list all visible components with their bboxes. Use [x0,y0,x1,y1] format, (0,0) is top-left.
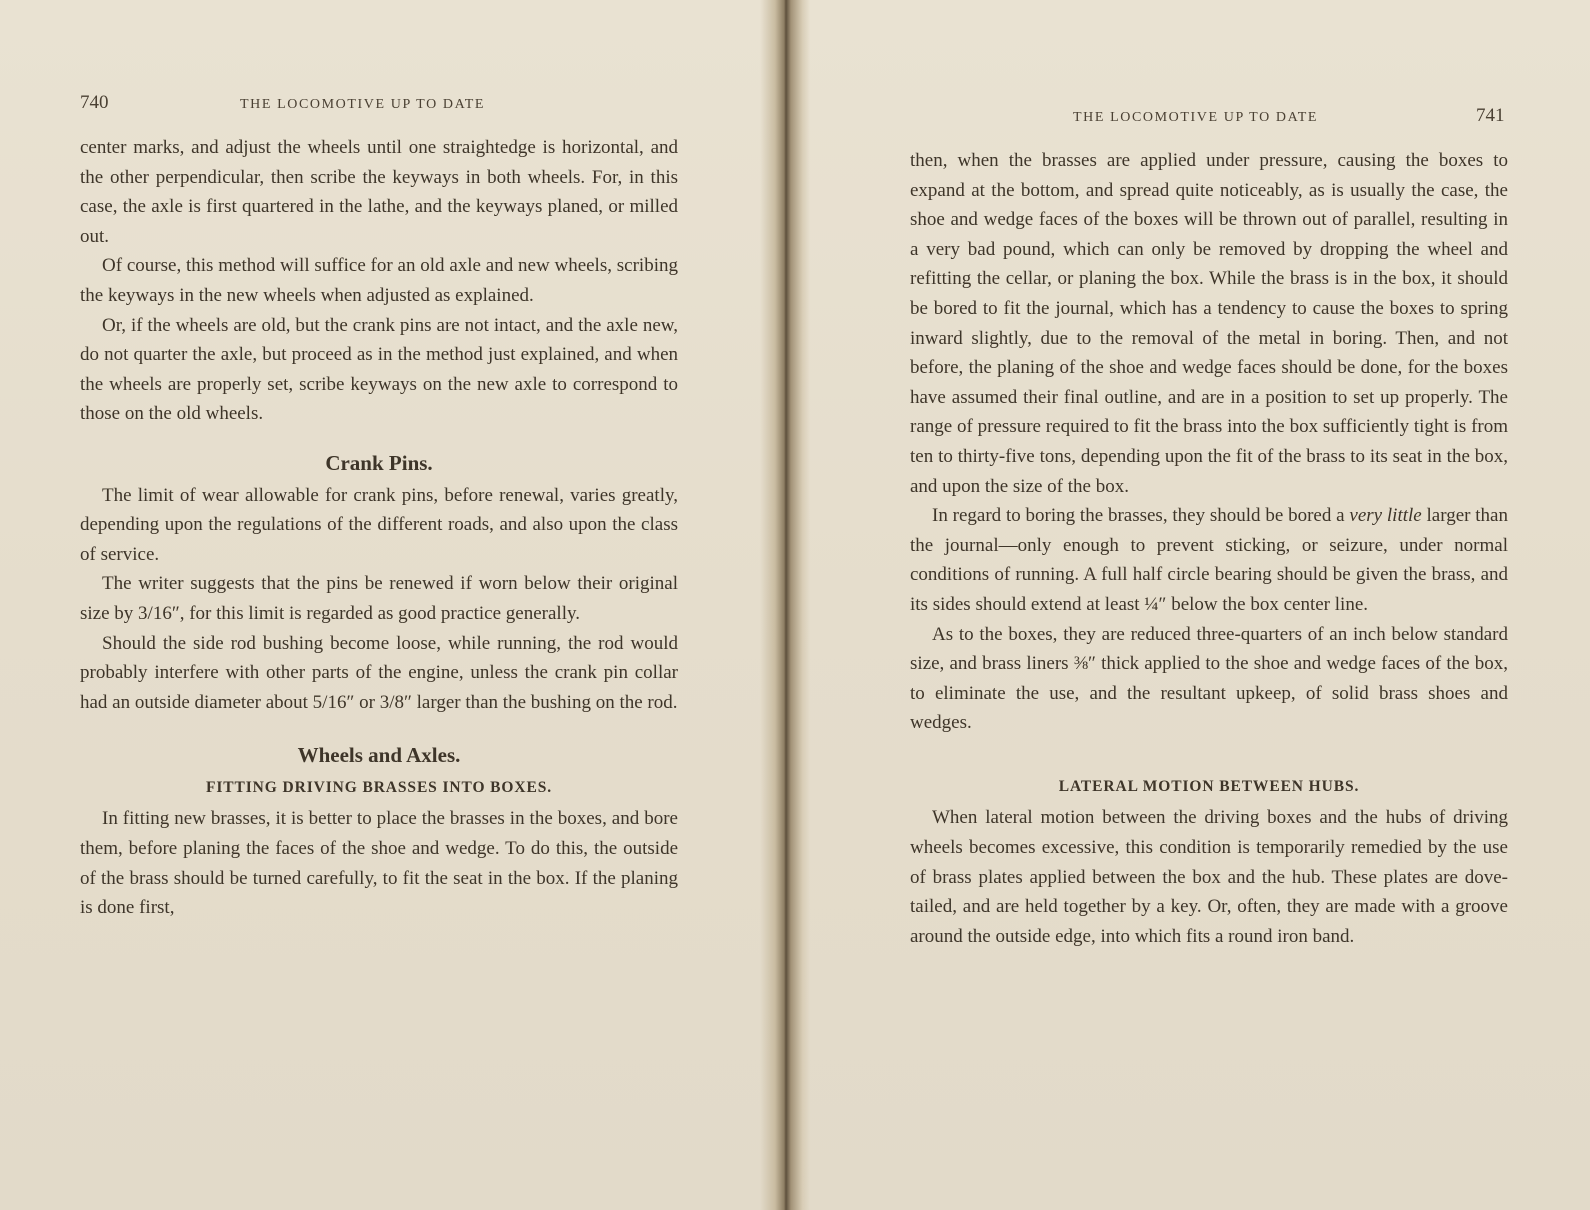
crank-pins-heading: Crank Pins. [325,450,433,475]
crank-pins-paragraph-3: Should the side rod bushing become loose, while running, the rod would probably interfere with other parts of the engine, unless the crank pin collar had an outside diameter about 5/16″ or 3/8″ larger than the bushing on the rod. [80,632,678,713]
right-paragraph-2-italic: very little [1349,505,1422,527]
right-paragraph-2-start: In regard to boring the brasses, they should be bored a [932,505,1350,527]
left-paragraph-1: center marks, and adjust the wheels until one straightedge is horizontal, and the other perpendicular, then scribe the keyways in both wheels. For, in this case, the axle is first quartered in the lathe, and the keyways planed, or milled out. [80,137,678,247]
left-paragraph-3: Or, if the wheels are old, but the crank pins are not intact, and the axle new, do not quarter the axle, but proceed as in the method just explained, and when the wheels are properly set, scribe keyways on the new axle to correspond to those on the old wheels. [80,314,678,425]
right-paragraph-3: As to the boxes, they are reduced three-quarters of an inch below standard size, and brass liners ⅜″ thick applied to the shoe and wedge faces of the box, to eliminate the use, and the resultant upkeep, of solid brass shoes and wedges. [910,623,1508,734]
left-page [0,0,780,1210]
right-paragraph-2 [910,501,1508,619]
lateral-motion-paragraph: When lateral motion between the driving boxes and the hubs of driving wheels becomes excessive, this condition is temporarily remedied by the use of brass plates applied between the box and the hub. These plates are dove-tailed, and are held together by a key. Or, often, they are made with a groove around the outside edge, into which fits a round iron band. [910,807,1508,947]
left-running-head: THE LOCOMOTIVE UP TO DATE [240,97,486,112]
wheels-axles-heading: Wheels and Axles. [297,743,461,768]
crank-pins-paragraph-2: The writer suggests that the pins be renewed if worn below their original size by 3/16″, for this limit is regarded as good practice generally. [80,573,678,624]
lateral-motion-subheading: LATERAL MOTION BETWEEN HUBS. [1058,777,1360,795]
right-running-head: THE LOCOMOTIVE UP TO DATE [1073,110,1319,125]
fitting-brasses-subheading: FITTING DRIVING BRASSES INTO BOXES. [205,778,553,796]
right-paragraph-1: then, when the brasses are applied under pressure, causing the boxes to expand at the bottom, and spread quite noticeably, as is usually the case, the shoe and wedge faces of the boxes will be thrown out of parallel, resulting in a very bad pound, which can only be removed by dropping the wheel and refitting the cellar, or planing the box. While the brass is in the box, it should be bored to fit the journal, which has a tendency to cause the boxes to spring inward slightly, due to the removal of the metal in boring. Then, and not before, the planing of the shoe and wedge faces should be done, for the boxes have assumed their final outline, and are in a position to set up properly. The range of pressure required to fit the brass into the box sufficiently tight is from ten to thirty-five tons, depending upon the fit of the brass to its seat in the box, and upon the size of the box. [910,150,1508,497]
right-folio: 741 [1476,105,1505,126]
right-text-block [910,146,1508,951]
right-paragraph-2-end: larger than the journal—only enough to prevent sticking, or seizure, under normal conditions of running. A full half circle bearing should be given the brass, and its sides should extend at least ¼″ below the box center line. [910,505,1508,615]
crank-pins-paragraph-1: The limit of wear allowable for crank pins, before renewal, varies greatly, depending upon the regulations of the different roads, and also upon the class of service. [80,484,678,565]
left-text-block [80,133,678,923]
left-folio: 740 [80,92,109,113]
left-paragraph-2: Of course, this method will suffice for an old axle and new wheels, scribing the keyways in the new wheels when adjusted as explained. [80,255,678,306]
book-gutter [760,0,810,1210]
fitting-brasses-paragraph: In fitting new brasses, it is better to place the brasses in the boxes, and bore them, before planing the faces of the shoe and wedge. To do this, the outside of the brass should be turned carefully, to fit the seat in the box. If the planing is done first, [80,808,678,919]
